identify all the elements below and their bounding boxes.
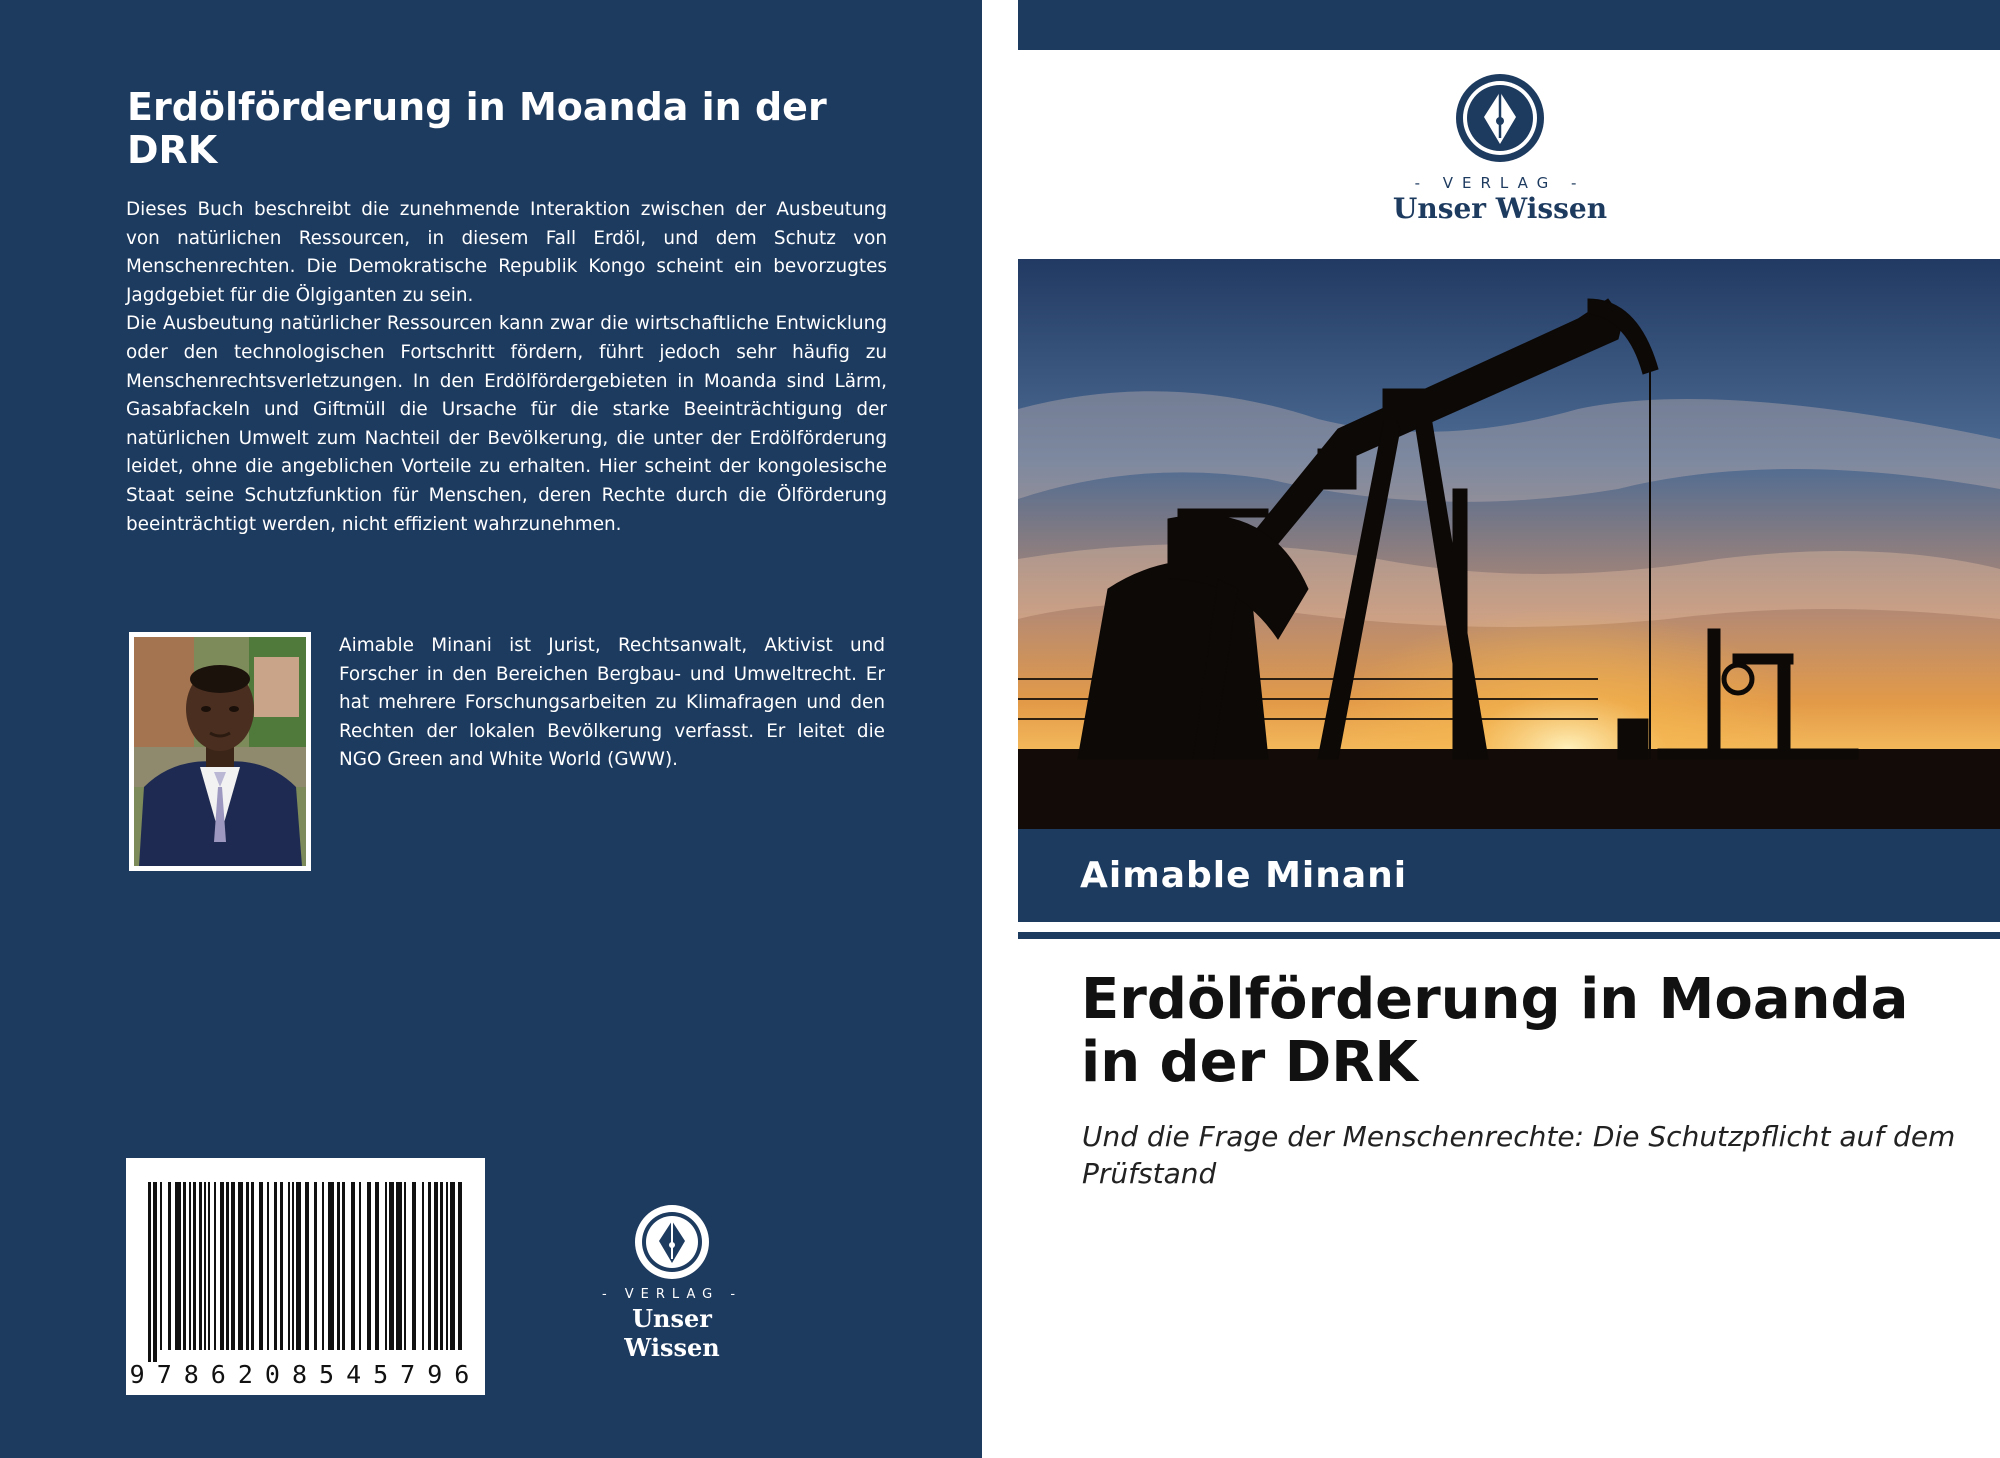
- barcode-bar: [175, 1182, 181, 1350]
- barcode-bar: [183, 1182, 186, 1350]
- barcode-bar: [296, 1182, 301, 1350]
- author-photo: [129, 632, 311, 871]
- author-bio: Aimable Minani ist Jurist, Rechtsanwalt, Aktivist und Forscher in den Bereichen Bergbau- und Umweltrecht. Er hat mehrere Forschungsarbeiten zu Klimafragen und den Rechten der lokalen Bevölkerung verfasst. Er leitet die NGO Green and White World (GWW).: [339, 635, 885, 771]
- barcode-bar: [367, 1182, 371, 1350]
- barcode-bar: [148, 1182, 151, 1362]
- barcode-bar: [292, 1182, 294, 1350]
- barcode-number: 9786208545796: [129, 1360, 482, 1389]
- barcode-bar: [246, 1182, 249, 1350]
- oil-pumpjack-sunset-image: [1018, 259, 2000, 829]
- front-publisher-logo: [1378, 72, 1622, 225]
- barcode-bar: [288, 1182, 290, 1350]
- barcode-bar: [160, 1182, 162, 1350]
- front-top-bar: [1018, 0, 2000, 50]
- barcode-bar: [428, 1182, 431, 1350]
- barcode-bar: [322, 1182, 324, 1350]
- front-author-name: Aimable Minani: [1080, 855, 1408, 896]
- barcode-bar: [385, 1182, 387, 1350]
- barcode-bar: [280, 1182, 283, 1350]
- cover-photo-oil-pump: [1018, 259, 2000, 829]
- back-cover-title: Erdölförderung in Moanda in der DRK: [127, 85, 827, 172]
- title-rule: [1018, 932, 2000, 939]
- back-cover-blurb: [126, 196, 887, 539]
- barcode-bar: [231, 1182, 235, 1350]
- barcode-bar: [422, 1182, 424, 1350]
- barcode-bar: [389, 1182, 394, 1350]
- barcode-bar: [351, 1182, 355, 1350]
- barcode-bar: [450, 1182, 455, 1350]
- front-cover-title: Erdölförderung in Moanda in der DRK: [1081, 967, 1909, 1095]
- barcode-bar: [251, 1182, 254, 1350]
- barcode-bar: [337, 1182, 340, 1350]
- barcode-bar: [458, 1182, 462, 1350]
- back-publisher-verlag: - VERLAG -: [601, 1287, 743, 1302]
- blurb-paragraph: Die Ausbeutung natürlicher Ressourcen kann zwar die wirtschaftliche Entwicklung oder den technologischen Fortschritt fördern, führt jedoch sehr häufig zu Menschenrechtsverletzungen. In den Erdölfördergebieten in Moanda sind Lärm, Gasabfackeln und Giftmüll die Ursache für die starke Beeinträchtigung der natürlichen Umwelt zum Nachteil der Bevölkerung, die unter der Erdölförderung leidet, ohne die angeblichen Vorteile zu erhalten. Hier scheint der kongolesische Staat seine Schutzfunktion für Menschen, deren Rechte durch die Ölförderung beeinträchtigt werden, nicht effizient wahrzunehmen.: [126, 313, 887, 535]
- author-band: [1018, 829, 2000, 922]
- barcode-bar: [359, 1182, 361, 1350]
- barcode-bar: [404, 1182, 406, 1350]
- barcode-bar: [446, 1182, 448, 1350]
- barcode-bar: [238, 1182, 243, 1350]
- barcode-bar: [440, 1182, 443, 1350]
- barcode-bar: [214, 1182, 216, 1350]
- front-publisher-brand: Unser Wissen: [1392, 192, 1608, 225]
- barcode-bar: [199, 1182, 202, 1350]
- fountain-pen-nib-logo-icon: [633, 1203, 711, 1281]
- barcode-bar: [328, 1182, 334, 1350]
- barcode: [126, 1158, 485, 1395]
- barcode-bar: [412, 1182, 416, 1350]
- barcode-bar: [220, 1182, 224, 1350]
- author-portrait-image: [134, 637, 306, 866]
- front-publisher-verlag: - VERLAG -: [1414, 174, 1586, 192]
- barcode-bar: [434, 1182, 438, 1350]
- barcode-bar: [189, 1182, 191, 1350]
- barcode-bar: [208, 1182, 210, 1350]
- barcode-bar: [226, 1182, 229, 1350]
- blurb-paragraph: Dieses Buch beschreibt die zunehmende Interaktion zwischen der Ausbeutung von natürlichen Ressourcen, in diesem Fall Erdöl, und dem Schutz von Menschenrechten. Die Demokratische Republik Kongo scheint ein bevorzugtes Jagdgebiet für die Ölgiganten zu sein.: [126, 199, 887, 306]
- fountain-pen-nib-logo-icon: [1454, 72, 1546, 164]
- barcode-bar: [342, 1182, 345, 1350]
- barcode-bar: [274, 1182, 277, 1350]
- barcode-bar: [305, 1182, 309, 1350]
- barcode-bar: [375, 1182, 379, 1350]
- barcode-bar: [153, 1182, 157, 1362]
- barcode-bar: [204, 1182, 206, 1350]
- barcode-bar: [259, 1182, 263, 1350]
- barcode-bar: [314, 1182, 317, 1350]
- front-cover-subtitle: Und die Frage der Menschenrechte: Die Schutzpflicht auf dem Prüfstand: [1082, 1120, 1956, 1190]
- barcode-bar: [396, 1182, 402, 1350]
- back-publisher-logo: [582, 1203, 762, 1362]
- back-cover: [0, 0, 982, 1458]
- back-publisher-brand: Unser Wissen: [624, 1304, 720, 1362]
- barcode-bar: [193, 1182, 196, 1350]
- barcode-bar: [267, 1182, 269, 1350]
- barcode-bar: [168, 1182, 171, 1350]
